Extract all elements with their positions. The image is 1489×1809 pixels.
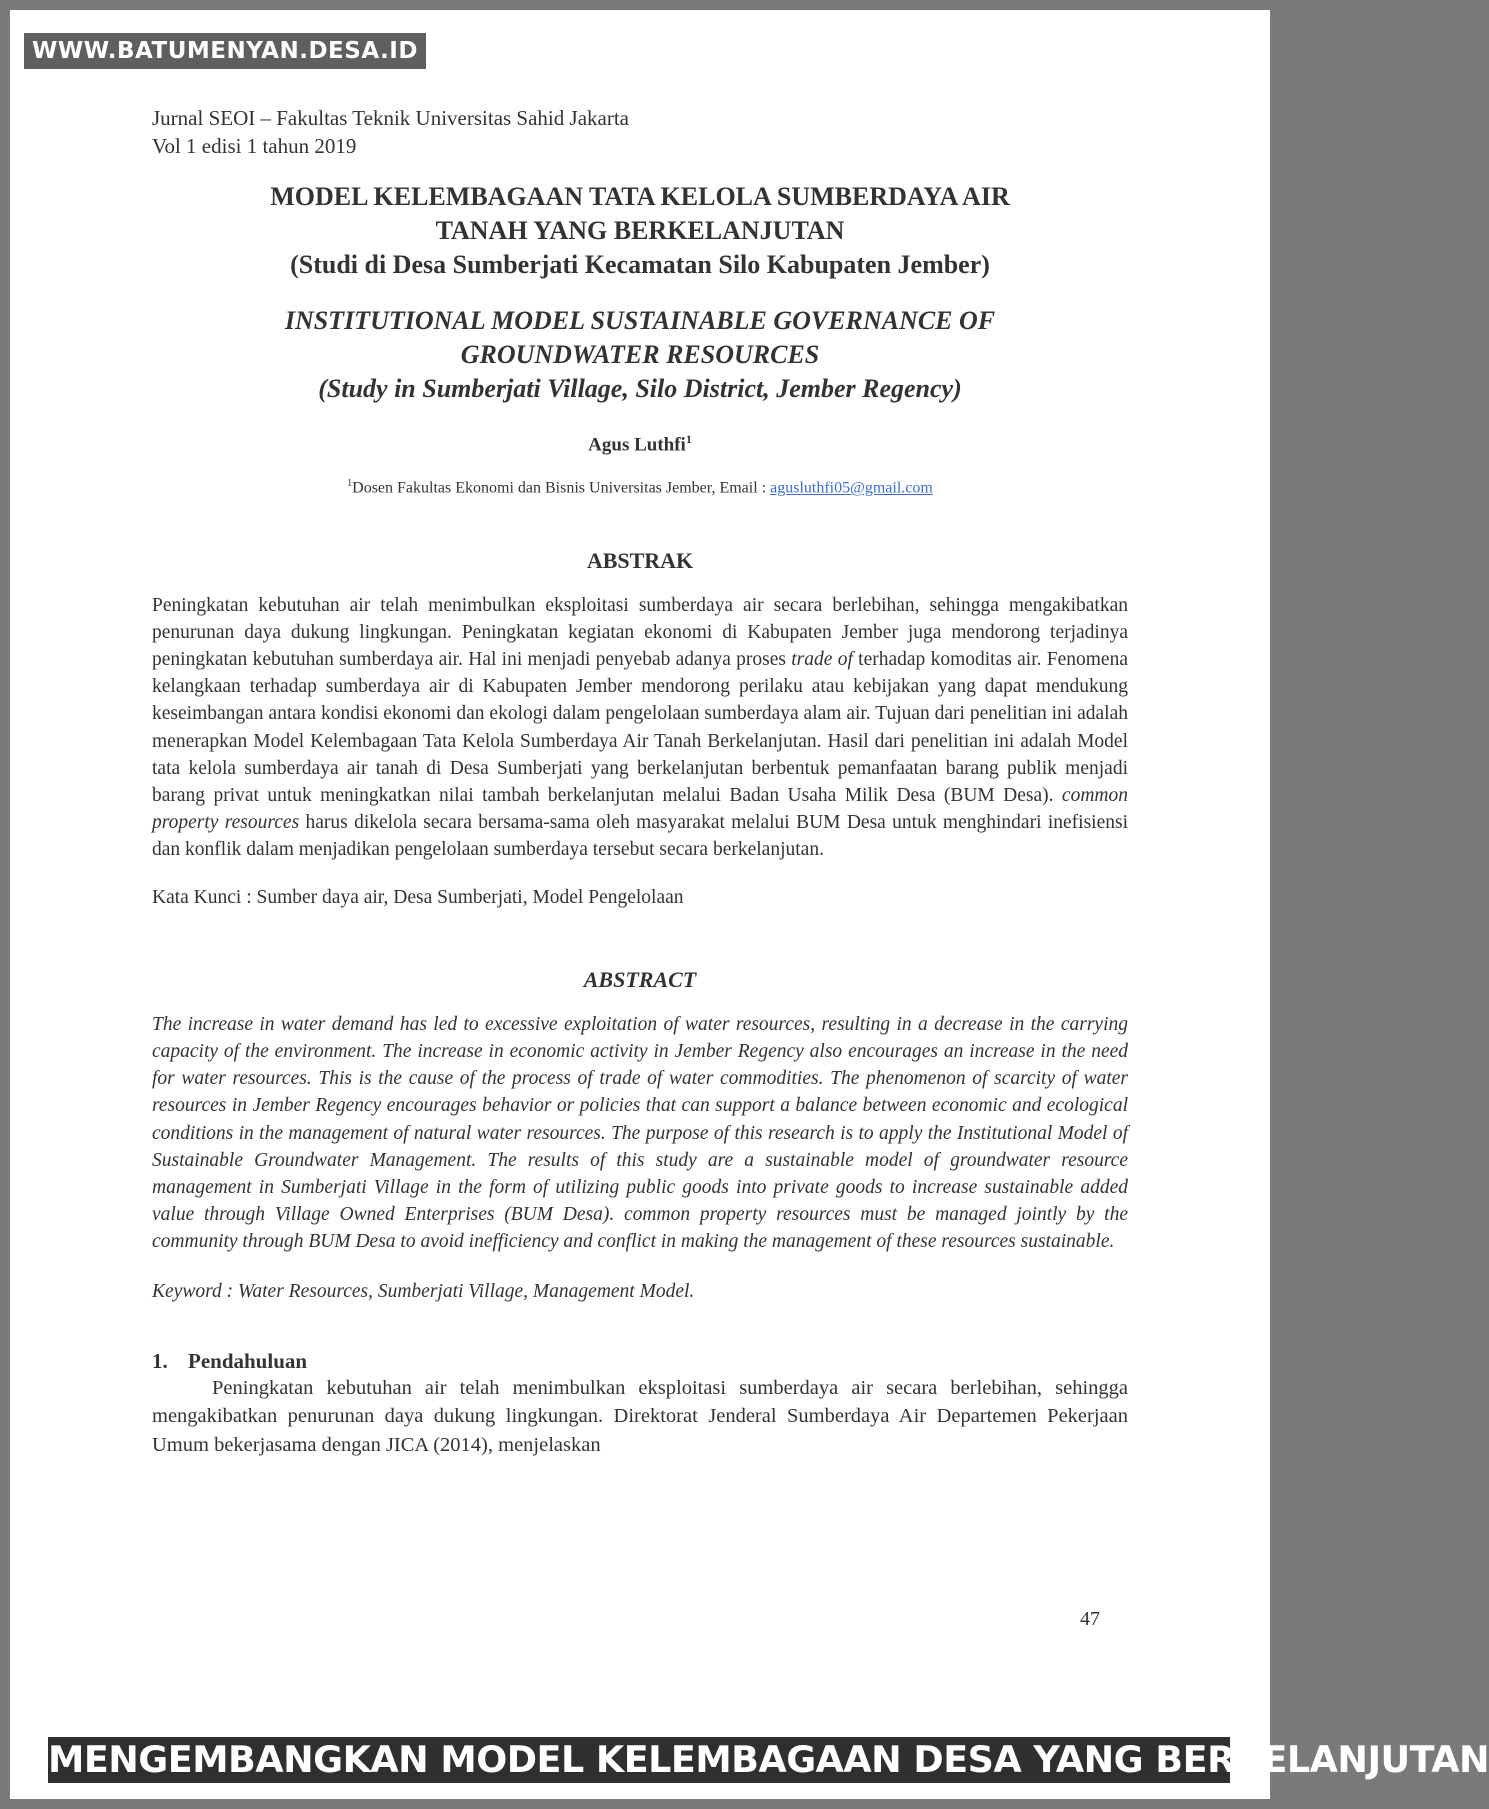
- paper-page: [152, 104, 1128, 1459]
- keywords: Keyword : Water Resources, Sumberjati Village, Management Model.: [152, 1280, 695, 1302]
- site-watermark: WWW.BATUMENYAN.DESA.ID: [24, 33, 426, 69]
- abstrak-italic-1: trade of: [791, 649, 853, 671]
- journal-volume: Vol 1 edisi 1 tahun 2019: [152, 134, 357, 158]
- intro-title: Pendahuluan: [188, 1348, 308, 1373]
- abstrak-body: [152, 592, 1128, 864]
- title-line-3: (Studi di Desa Sumberjati Kecamatan Silo Kabupaten Jember): [290, 250, 990, 279]
- title-en-line-1: INSTITUTIONAL MODEL SUSTAINABLE GOVERNANCE OF: [284, 306, 996, 335]
- author-sup: 1: [685, 432, 692, 446]
- title-line-1: MODEL KELEMBAGAAN TATA KELOLA SUMBERDAYA AIR: [270, 182, 1010, 211]
- title-line-2: TANAH YANG BERKELANJUTAN: [435, 216, 845, 245]
- author-email-link[interactable]: agusluthfi05@gmail.com: [770, 479, 933, 497]
- journal-name: Jurnal SEOI – Fakultas Teknik Universitas Sahid Jakarta: [152, 106, 629, 130]
- intro-body: Peningkatan kebutuhan air telah menimbulkan eksploitasi sumberdaya air secara berlebihan, sehingga mengakibatkan penurunan daya dukung lingkungan. Direktorat Jenderal Sumberdaya Air Departemen Pekerjaan Umum bekerjasama dengan JICA (2014), menjelaskan: [152, 1376, 1128, 1456]
- intro-heading: [152, 1349, 1128, 1374]
- affiliation: [152, 478, 1128, 497]
- abstrak-text-3: harus dikelola secara bersama-sama oleh masyarakat melalui BUM Desa untuk menghindari inefisiensi dan konflik dalam menjadikan pengelolaan sumberdaya tersebut secara berkelanjutan.: [152, 812, 1128, 861]
- affiliation-text: Dosen Fakultas Ekonomi dan Bisnis Universitas Jember, Email :: [352, 479, 771, 497]
- journal-header: [152, 104, 1128, 160]
- page-number: 47: [1080, 1608, 1100, 1630]
- title-en-line-2: GROUNDWATER RESOURCES: [460, 340, 820, 369]
- caption-banner: MENGEMBANGKAN MODEL KELEMBAGAAN DESA YANG BERKELANJUTAN: [48, 1738, 1489, 1781]
- kata-kunci: Kata Kunci : Sumber daya air, Desa Sumberjati, Model Pengelolaan: [152, 886, 684, 908]
- author: [152, 432, 1128, 456]
- intro-number: 1.: [152, 1348, 168, 1373]
- paper-title: [152, 180, 1128, 282]
- abstract-heading: ABSTRACT: [583, 966, 697, 992]
- abstrak-text-2: terhadap komoditas air. Fenomena kelangkaan terhadap sumberdaya air di Kabupaten Jember mendorong perilaku atau kebijakan yang dapat mendukung keseimbangan antara kondisi ekonomi dan ekologi dalam pengelolaan sumberdaya alam air. Tujuan dari penelitian ini adalah menerapkan Model Kelembagaan Tata Kelola Sumberdaya Air Tanah Berkelanjutan. Hasil dari penelitian ini adalah Model tata kelola sumberdaya air tanah di Desa Sumberjati yang berkelanjutan berbentuk pemanfaatan barang publik menjadi barang privat untuk meningkatkan nilai tambah berkelanjutan melalui Badan Usaha Milik Desa (BUM Desa).: [152, 649, 1128, 807]
- abstrak-text-1: Peningkatan kebutuhan air telah menimbulkan eksploitasi sumberdaya air secara berlebihan, sehingga mengakibatkan penurunan daya dukung lingkungan. Peningkatan kegiatan ekonomi di Kabupaten Jember juga mendorong terjadinya peningkatan kebutuhan sumberdaya air. Hal ini menjadi penyebab adanya proses: [152, 594, 1128, 671]
- abstract-body: The increase in water demand has led to excessive exploitation of water resources, resulting in a decrease in the carrying capacity of the environment. The increase in economic activity in Jember Regency also encourages an increase in the need for water resources. This is the cause of the process of trade of water commodities. The phenomenon of scarcity of water resources in Jember Regency encourages behavior or policies that can support a balance between economic and ecological conditions in the management of natural water resources. The purpose of this research is to apply the Institutional Model of Sustainable Groundwater Management. The results of this study are a sustainable model of groundwater resource management in Sumberjati Village in the form of utilizing public goods into private goods to increase sustainable added value through Village Owned Enterprises (BUM Desa). common property resources must be managed jointly by the community through BUM Desa to avoid inefficiency and conflict in making the management of these resources sustainable.: [152, 1013, 1128, 1253]
- affiliation-sup: 1: [347, 478, 353, 490]
- abstrak-italic-2: common property resources: [152, 785, 1128, 834]
- paper-title-english: [152, 304, 1128, 406]
- author-name: Agus Luthfi: [588, 434, 686, 456]
- abstrak-heading: ABSTRAK: [586, 547, 694, 573]
- title-en-line-3: (Study in Sumberjati Village, Silo District, Jember Regency): [318, 374, 962, 403]
